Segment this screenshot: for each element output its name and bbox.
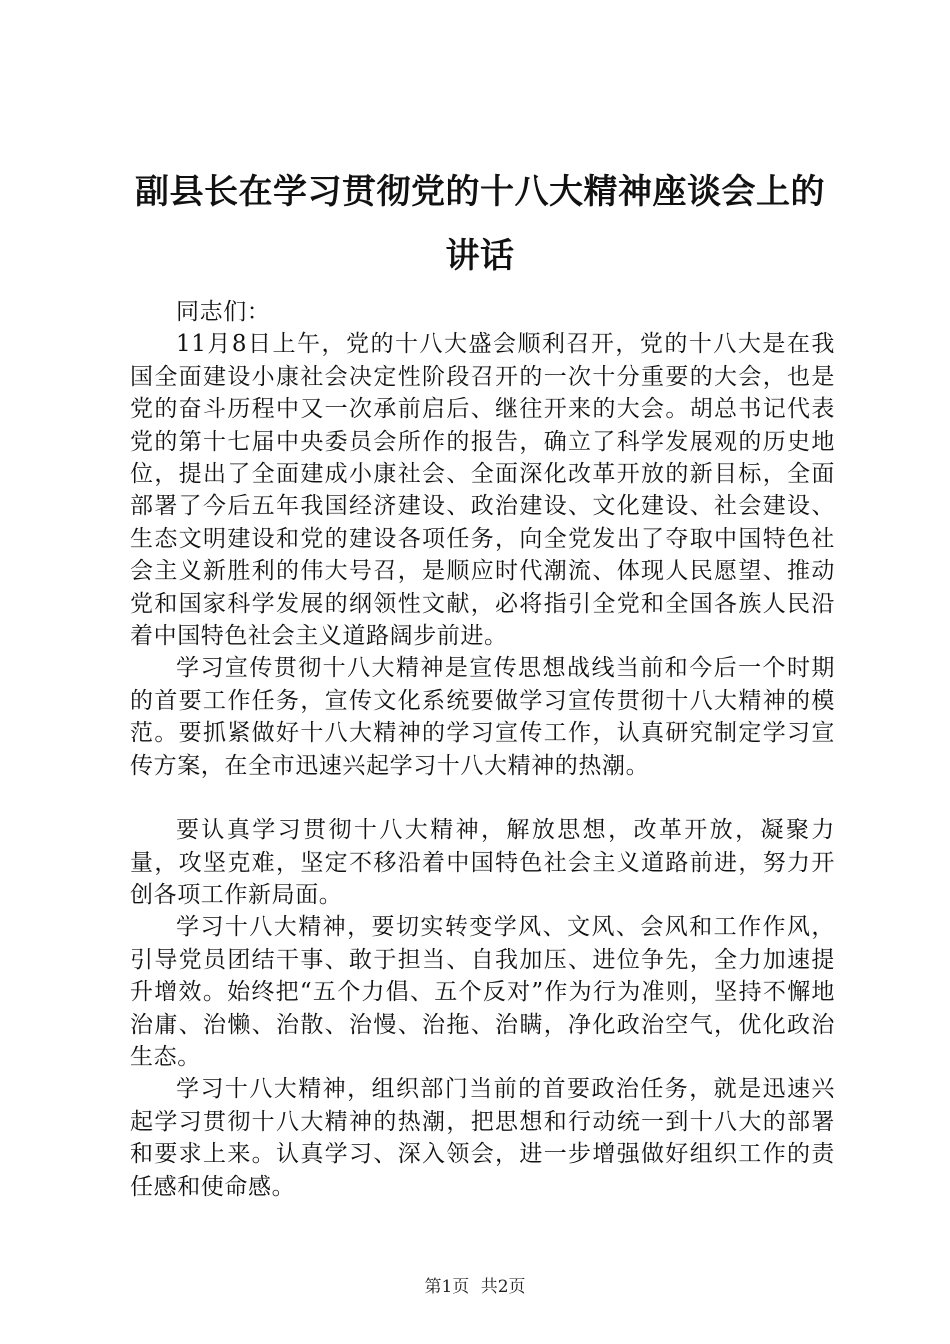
- document-title: [110, 160, 850, 288]
- paragraph-4: 学习十八大精神，要切实转变学风、文风、会风和工作作风，引导党员团结干事、敢于担当、自我加压、进位争先，全力加速提升增效。始终把“五个力倡、五个反对”作为行为准则，坚持不懈地治庸、治懒、治散、治慢、治拖、治瞒，净化政治空气，优化政治生态。: [130, 914, 835, 1070]
- document-body: [130, 296, 835, 1203]
- page-indicator: 第1页 共2页: [424, 1277, 526, 1297]
- page-footer: [0, 1272, 950, 1297]
- title-line-2: 讲话: [445, 236, 515, 276]
- paragraph-5: 学习十八大精神，组织部门当前的首要政治任务，就是迅速兴起学习贯彻十八大精神的热潮，把思想和行动统一到十八大的部署和要求上来。认真学习、深入领会，进一步增强做好组织工作的责任感和使命感。: [130, 1076, 835, 1200]
- paragraph-2: 学习宣传贯彻十八大精神是宣传思想战线当前和今后一个时期的首要工作任务，宣传文化系统要做学习宣传贯彻十八大精神的模范。要抓紧做好十八大精神的学习宣传工作，认真研究制定学习宣传方案，在全市迅速兴起学习十八大精神的热潮。: [130, 655, 835, 779]
- title-line-1: 副县长在学习贯彻党的十八大精神座谈会上的: [135, 172, 825, 212]
- paragraph-3: 要认真学习贯彻十八大精神，解放思想，改革开放，凝聚力量，攻坚克难，坚定不移沿着中国特色社会主义道路前进，努力开创各项工作新局面。: [130, 817, 835, 908]
- salutation: 同志们：: [176, 299, 271, 325]
- paragraph-1: 11月8日上午，党的十八大盛会顺利召开，党的十八大是在我国全面建设小康社会决定性阶段召开的一次十分重要的大会，也是党的奋斗历程中又一次承前启后、继往开来的大会。胡总书记代表党的第十七届中央委员会所作的报告，确立了科学发展观的历史地位，提出了全面建成小康社会、全面深化改革开放的新目标，全面部署了今后五年我国经济建设、政治建设、文化建设、社会建设、生态文明建设和党的建设各项任务，向全党发出了夺取中国特色社会主义新胜利的伟大号召，是顺应时代潮流、体现人民愿望、推动党和国家科学发展的纲领性文献，必将指引全党和全国各族人民沿着中国特色社会主义道路阔步前进。: [130, 331, 835, 650]
